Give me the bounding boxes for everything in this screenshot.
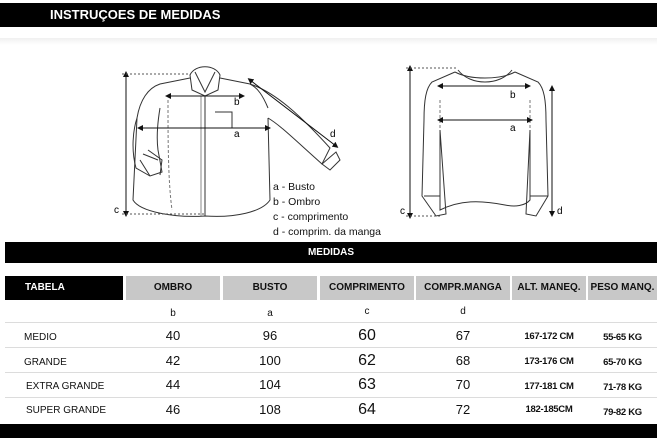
col-letter-busto: a bbox=[267, 308, 273, 319]
legend-item-comprimento: c - comprimento bbox=[273, 211, 349, 223]
row-divider bbox=[5, 322, 657, 323]
section-header bbox=[5, 242, 657, 263]
extra-grande-busto: 104 bbox=[259, 377, 281, 392]
col-header-peso-manq: PESO MANQ. bbox=[588, 276, 657, 300]
grande-comprimento: 62 bbox=[358, 352, 376, 369]
super-grande-alt-maneq: 182-185CM bbox=[525, 404, 573, 415]
sweater-label-c: c bbox=[400, 206, 405, 217]
row-size-grande: GRANDE bbox=[24, 357, 67, 368]
legend-item-busto: a - Busto bbox=[273, 181, 316, 193]
super-grande-peso-manq: 79-82 KG bbox=[603, 407, 642, 418]
section-title: MEDIDAS bbox=[307, 247, 355, 258]
extra-grande-comprimento: 63 bbox=[358, 376, 376, 393]
grande-alt-maneq: 173-176 CM bbox=[524, 356, 574, 367]
col-header-ombro: OMBRO bbox=[126, 276, 220, 300]
col-header-compr-manga: COMPR.MANGA bbox=[416, 276, 510, 300]
col-letter-comprimento: c bbox=[364, 306, 370, 317]
sweater-label-a: a bbox=[510, 123, 516, 134]
row-divider bbox=[5, 347, 657, 348]
row-divider bbox=[5, 397, 657, 398]
table-title: TABELA bbox=[5, 276, 123, 300]
grande-peso-manq: 65-70 KG bbox=[603, 357, 642, 368]
row-size-medio: MEDIO bbox=[24, 332, 57, 343]
shirt-label-c: c bbox=[114, 205, 119, 216]
medio-alt-maneq: 167-172 CM bbox=[524, 331, 574, 342]
super-grande-ombro: 46 bbox=[165, 402, 181, 417]
medio-peso-manq: 55-65 KG bbox=[603, 332, 642, 343]
sweater-drawing bbox=[422, 70, 548, 216]
row-size-extra-grande: EXTRA GRANDE bbox=[26, 381, 105, 392]
super-grande-compr-manga: 72 bbox=[455, 402, 471, 417]
extra-grande-ombro: 44 bbox=[165, 377, 181, 392]
extra-grande-peso-manq: 71-78 KG bbox=[603, 382, 642, 393]
legend-item-ombro: b - Ombro bbox=[273, 196, 321, 208]
legend-item-manga: d - comprim. da manga bbox=[273, 226, 381, 238]
medio-comprimento: 60 bbox=[358, 327, 376, 344]
col-header-alt-maneq: ALT. MANEQ. bbox=[512, 276, 586, 300]
sweater-label-d: d bbox=[557, 206, 563, 217]
medio-compr-manga: 67 bbox=[455, 328, 471, 343]
super-grande-busto: 108 bbox=[259, 402, 281, 417]
medio-busto: 96 bbox=[262, 328, 278, 343]
shirt-label-d: d bbox=[330, 129, 336, 140]
page-title: INSTRUÇOES DE MEDIDAS bbox=[50, 7, 221, 22]
shirt-label-b: b bbox=[234, 97, 240, 108]
footer-bar bbox=[0, 424, 657, 438]
col-letter-ombro: b bbox=[170, 308, 176, 319]
measurement-legend bbox=[273, 180, 381, 240]
extra-grande-alt-maneq: 177-181 CM bbox=[524, 381, 574, 392]
grande-ombro: 42 bbox=[165, 353, 181, 368]
row-divider bbox=[5, 372, 657, 373]
shirt-label-a: a bbox=[234, 129, 240, 140]
extra-grande-compr-manga: 70 bbox=[455, 377, 471, 392]
col-letter-compr-manga: d bbox=[460, 306, 466, 317]
medio-ombro: 40 bbox=[165, 328, 181, 343]
row-size-super-grande: SUPER GRANDE bbox=[26, 405, 107, 416]
sweater-label-b: b bbox=[510, 90, 516, 101]
grande-busto: 100 bbox=[259, 353, 281, 368]
super-grande-comprimento: 64 bbox=[358, 401, 376, 418]
grande-compr-manga: 68 bbox=[455, 353, 471, 368]
col-header-comprimento: COMPRIMENTO bbox=[320, 276, 414, 300]
col-header-busto: BUSTO bbox=[223, 276, 317, 300]
